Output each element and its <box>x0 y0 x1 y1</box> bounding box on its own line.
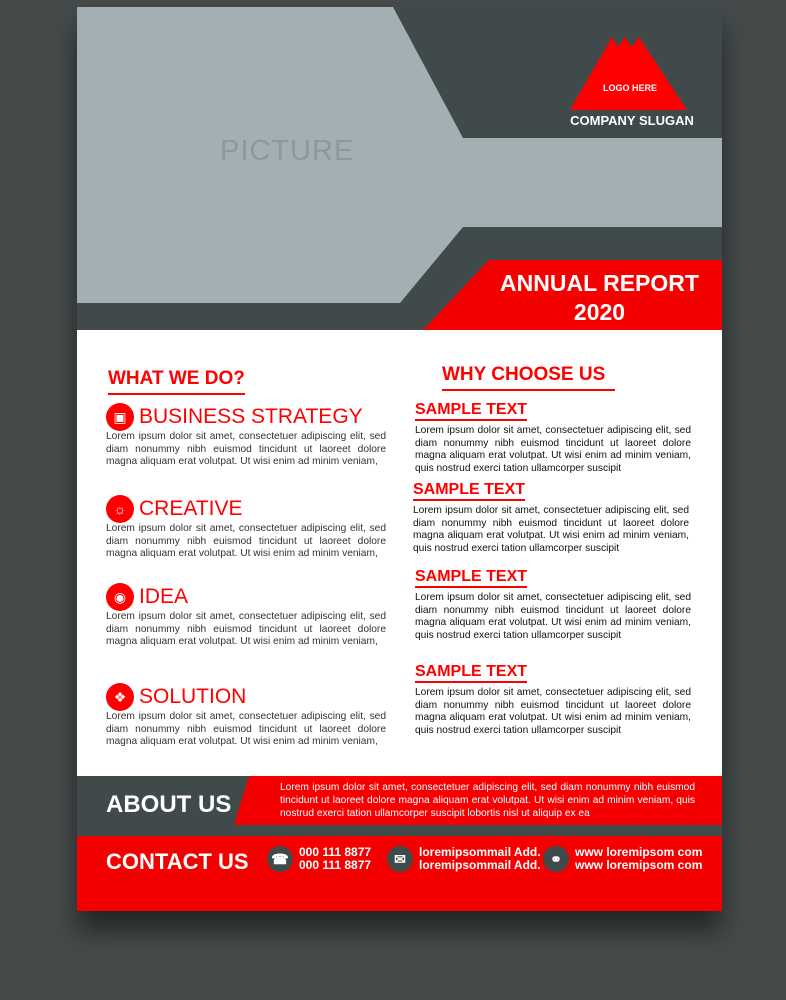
service-text: Lorem ipsum dolor sit amet, consectetuer adipiscing elit, sed diam nonummy nibh euismod tincidunt ut laoreet dolore magna aliquam erat volutpat. Ut wisi enim ad minim veniam, <box>106 611 386 647</box>
title-line1: ANNUAL REPORT <box>500 270 699 296</box>
solution-icon: ❖ <box>106 683 134 711</box>
phone-contact <box>267 846 371 872</box>
globe-icon: ⚭ <box>543 846 569 872</box>
phone-1: 000 111 8877 <box>299 845 372 859</box>
service-item <box>106 495 386 561</box>
why-text: Lorem ipsum dolor sit amet, consectetuer adipiscing elit, sed diam nonummy nibh euismod tincidunt ut laoreet dolore magna aliquam erat volutpat. Ut wisi enim ad minim veniam, quis nostrud exerci tation ullamcorper suscipit <box>415 687 691 736</box>
picture-label: PICTURE <box>220 135 355 167</box>
about-text: Lorem ipsum dolor sit amet, consectetuer adipiscing elit, sed diam nonummy nibh euismod tincidunt ut laoreet dolore magna aliquam erat volutpat. Ut wisi enim ad minim veniam, quis nostrud exerci tation ullamcorper suscipit lobortis nisl ut aliquip ex ea <box>280 782 695 819</box>
service-item <box>106 403 386 469</box>
web-2: www loremipsom com <box>575 858 703 872</box>
phone-2: 000 111 8877 <box>299 858 372 872</box>
title-line2: 2020 <box>573 299 626 325</box>
email-2: loremipsommail Add. <box>419 858 541 872</box>
why-title: SAMPLE TEXT <box>415 401 527 421</box>
report-title <box>477 269 722 327</box>
briefcase-icon: ▣ <box>106 403 134 431</box>
service-item <box>106 683 386 749</box>
lightbulb-icon: ☼ <box>106 495 134 523</box>
content-area <box>77 330 722 776</box>
service-title: BUSINESS STRATEGY <box>139 405 363 428</box>
service-text: Lorem ipsum dolor sit amet, consectetuer adipiscing elit, sed diam nonummy nibh euismod tincidunt ut laoreet dolore magna aliquam erat volutpat. Ut wisi enim ad minim veniam, <box>106 431 386 467</box>
contact-title: CONTACT US <box>106 849 249 874</box>
why-text: Lorem ipsum dolor sit amet, consectetuer adipiscing elit, sed diam nonummy nibh euismod tincidunt ut laoreet dolore magna aliquam erat volutpat. Ut wisi enim ad minim veniam, quis nostrud exerci tation ullamcorper suscipit <box>413 505 689 554</box>
email-contact <box>387 846 541 872</box>
web-contact <box>543 846 702 872</box>
email-1: loremipsommail Add. <box>419 845 541 859</box>
mail-icon: ✉ <box>387 846 413 872</box>
phone-icon: ☎ <box>267 846 293 872</box>
why-text: Lorem ipsum dolor sit amet, consectetuer adipiscing elit, sed diam nonummy nibh euismod tincidunt ut laoreet dolore magna aliquam erat volutpat. Ut wisi enim ad minim veniam, quis nostrud exerci tation ullamcorper suscipit <box>415 592 691 641</box>
logo-text: LOGO HERE <box>602 83 657 93</box>
service-item <box>106 583 386 649</box>
why-item <box>415 401 691 475</box>
about-title: ABOUT US <box>106 791 232 818</box>
service-text: Lorem ipsum dolor sit amet, consectetuer adipiscing elit, sed diam nonummy nibh euismod tincidunt ut laoreet dolore magna aliquam erat volutpat. Ut wisi enim ad minim veniam, <box>106 711 386 747</box>
service-title: CREATIVE <box>139 497 243 520</box>
why-text: Lorem ipsum dolor sit amet, consectetuer adipiscing elit, sed diam nonummy nibh euismod tincidunt ut laoreet dolore magna aliquam erat volutpat. Ut wisi enim ad minim veniam, quis nostrud exerci tation ullamcorper suscipit <box>415 425 691 474</box>
service-title: IDEA <box>139 585 189 608</box>
flyer <box>77 7 722 911</box>
idea-icon: ◉ <box>106 583 134 611</box>
why-title: SAMPLE TEXT <box>415 568 527 588</box>
why-title: SAMPLE TEXT <box>415 663 527 683</box>
service-text: Lorem ipsum dolor sit amet, consectetuer adipiscing elit, sed diam nonummy nibh euismod tincidunt ut laoreet dolore magna aliquam erat volutpat. Ut wisi enim ad minim veniam, <box>106 523 386 559</box>
what-we-do-heading: WHAT WE DO? <box>108 368 245 395</box>
service-title: SOLUTION <box>139 685 247 708</box>
why-item <box>415 663 691 737</box>
logo-mark <box>570 35 690 110</box>
why-item <box>415 568 691 642</box>
company-slogan: COMPANY SLUGAN <box>570 113 694 128</box>
web-1: www loremipsom com <box>575 845 703 859</box>
why-choose-heading: WHY CHOOSE US <box>442 364 615 391</box>
why-item <box>413 481 689 555</box>
why-title: SAMPLE TEXT <box>413 481 525 501</box>
